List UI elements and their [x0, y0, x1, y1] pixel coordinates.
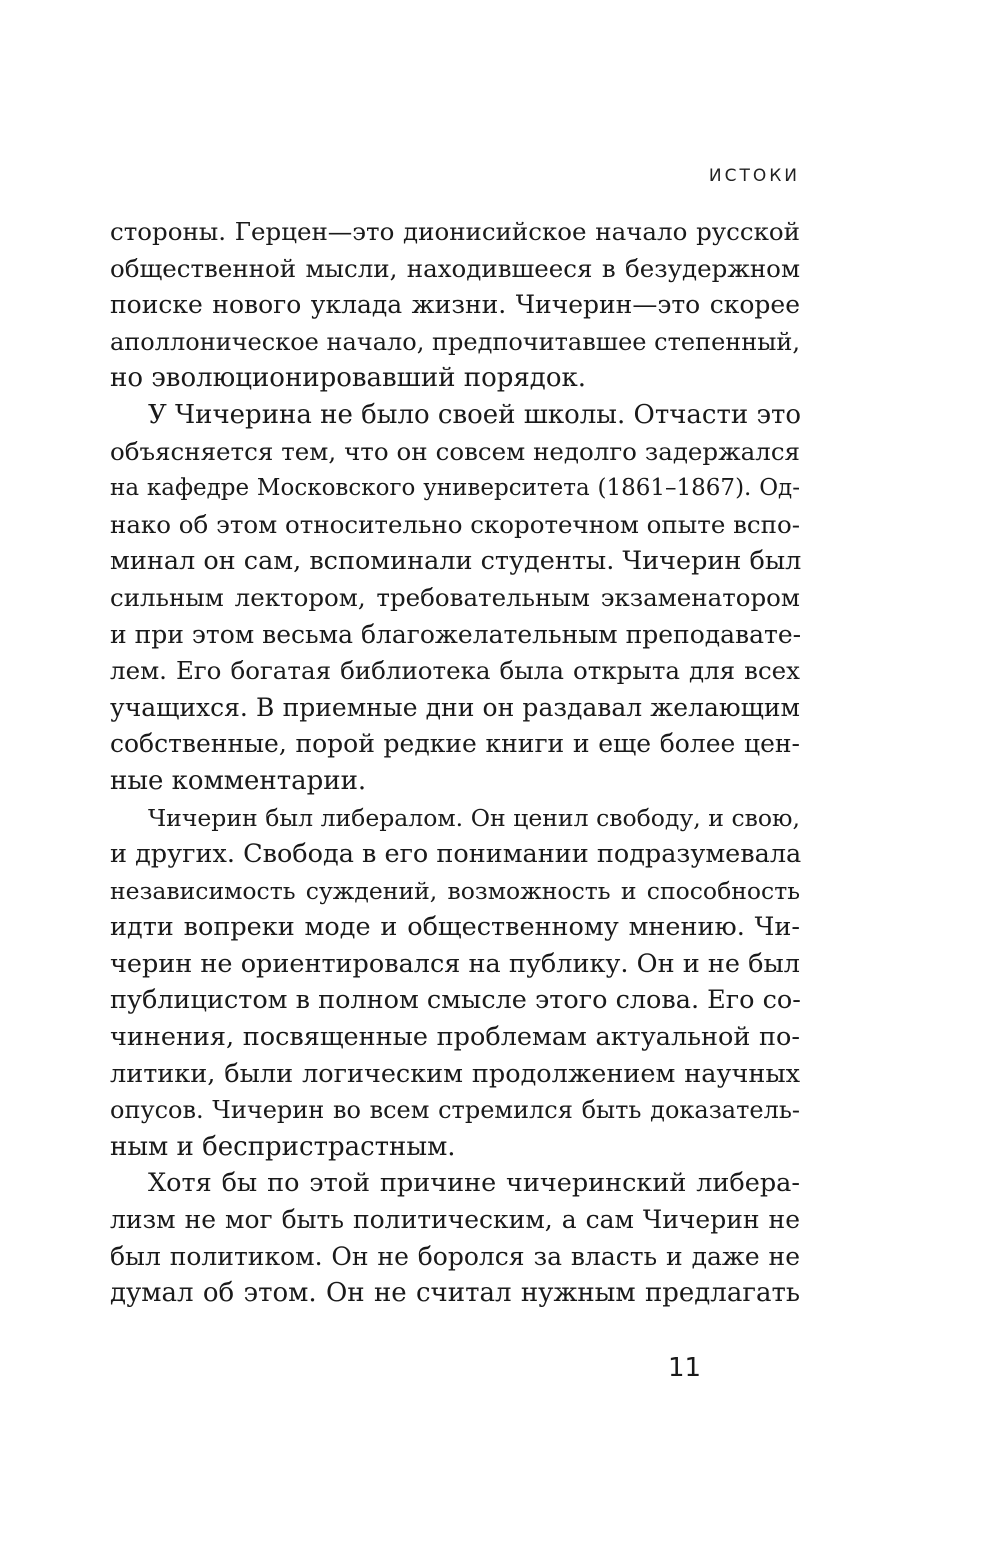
text-line: ным и беспристрастным.	[110, 1131, 456, 1162]
text-line: аполлоническое начало, предпочитавшее степенный,	[110, 327, 800, 356]
text-line: и при этом весьма благожелательным преподавате-	[110, 619, 802, 649]
text-line: Хотя бы по этой причине чичеринский либера-	[148, 1168, 800, 1199]
text-line: и других. Свобода в его понимании подразумевала	[110, 839, 802, 870]
body-text	[110, 214, 800, 1312]
text-line: чинения, посвященные проблемам актуальной по-	[110, 1022, 800, 1053]
text-line: У Чичерина не было своей школы. Отчасти это	[148, 399, 802, 430]
text-line: думал об этом. Он не считал нужным предлагать	[110, 1278, 800, 1309]
text-line: лизм не мог быть политическим, а сам Чичерин не	[110, 1205, 800, 1235]
text-line: сильным лектором, требовательным экзаменатором	[110, 582, 800, 612]
running-head: ИСТОКИ	[708, 166, 800, 186]
text-line: ные комментарии.	[110, 765, 367, 796]
text-line: общественной мысли, находившееся в безудержном	[110, 253, 800, 283]
text-line: объясняется тем, что он совсем недолго задержался	[110, 436, 800, 466]
text-line: нако об этом относительно скоротечном опыте вспо-	[110, 509, 800, 539]
text-line: минал он сам, вспоминали студенты. Чичерин был	[110, 546, 802, 577]
text-line: лем. Его богатая библиотека была открыта для всех	[110, 656, 800, 686]
text-line: литики, были логическим продолжением научных	[110, 1058, 800, 1089]
text-line: Чичерин был либералом. Он ценил свободу, и свою,	[148, 803, 800, 832]
text-line: опусов. Чичерин во всем стремился быть доказатель-	[110, 1096, 800, 1125]
text-line: был политиком. Он не боролся за власть и даже не	[110, 1241, 800, 1271]
text-line: стороны. Герцен—это дионисийское начало русской	[110, 217, 800, 246]
text-line: собственные, порой редкие книги и еще более цен-	[110, 729, 800, 759]
text-line: учащихся. В приемные дни он раздавал желающим	[110, 692, 800, 722]
text-line: на кафедре Московского университета (1861–1867). Од-	[110, 475, 800, 502]
text-line: независимость суждений, возможность и способность	[110, 876, 800, 905]
page-number: 11	[668, 1353, 702, 1383]
text-line: черин не ориентировался на публику. Он и не был	[110, 948, 800, 979]
text-line: публицистом в полном смысле этого слова. Его со-	[110, 985, 801, 1016]
text-line: поиске нового уклада жизни. Чичерин—это скорее	[110, 290, 800, 320]
text-line: но эволюционировавший порядок.	[110, 363, 586, 394]
text-line: идти вопреки моде и общественному мнению. Чи-	[110, 912, 800, 943]
